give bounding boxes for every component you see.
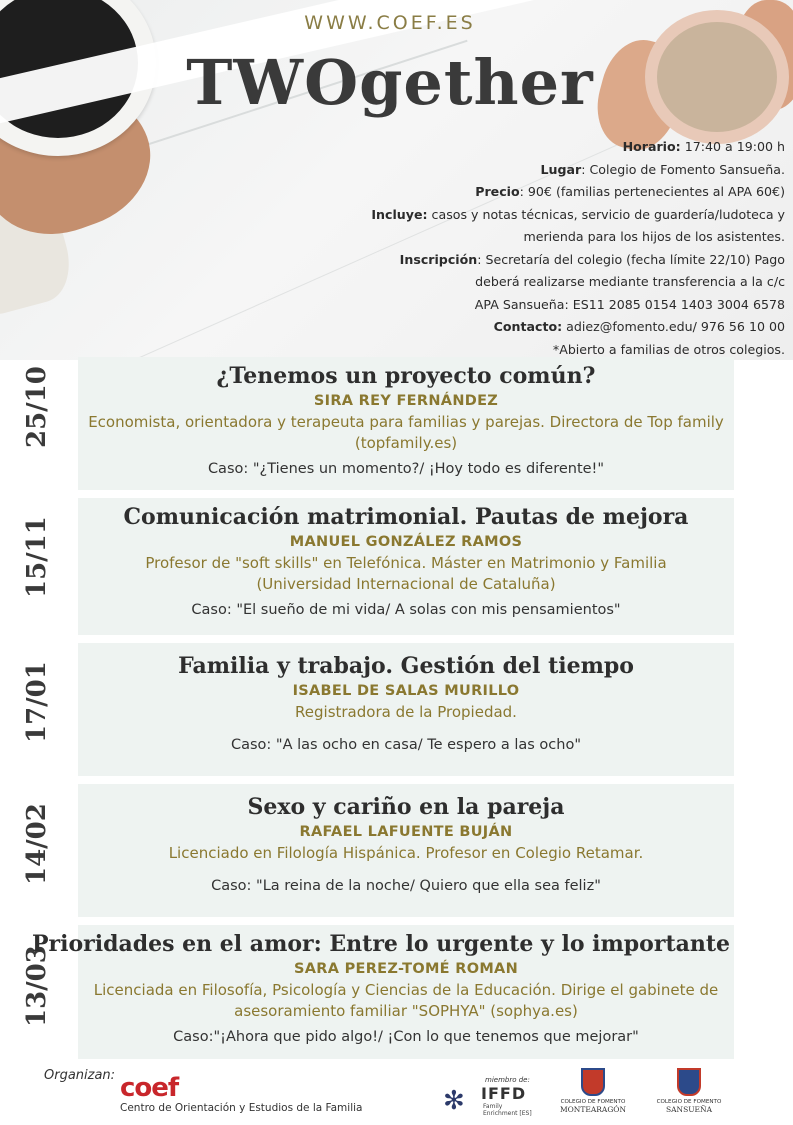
sansuena-logo: COLEGIO DE FOMENTO SANSUEÑA bbox=[652, 1068, 726, 1114]
session-date: 25/10 bbox=[22, 366, 52, 448]
session-speaker: ISABEL DE SALAS MURILLO bbox=[292, 683, 520, 699]
session-case: Caso: "¿Tienes un momento?/ ¡Hoy todo es diferente!" bbox=[207, 461, 605, 477]
info-inscripcion: Inscripción: Secretaría del colegio (fecha límite 22/10) Pago bbox=[399, 251, 785, 267]
session-speaker: MANUEL GONZÁLEZ RAMOS bbox=[289, 534, 523, 550]
coef-tagline: Centro de Orientación y Estudios de la Familia bbox=[120, 1102, 363, 1114]
session-date: 13/03 bbox=[22, 945, 52, 1027]
info-iban: APA Sansueña: ES11 2085 0154 1403 3004 6578 bbox=[474, 296, 785, 312]
session-card bbox=[78, 643, 734, 776]
session-date: 17/01 bbox=[22, 661, 52, 743]
session-title: Sexo y cariño en la pareja bbox=[247, 794, 565, 820]
info-horario: Horario: 17:40 a 19:00 h bbox=[622, 139, 785, 154]
session-card bbox=[78, 498, 734, 635]
session-title: ¿Tenemos un proyecto común? bbox=[216, 363, 596, 389]
session-case: Caso: "La reina de la noche/ Quiero que ella sea feliz" bbox=[211, 878, 601, 894]
shield-icon bbox=[581, 1068, 605, 1096]
shield-icon bbox=[677, 1068, 701, 1096]
session-case: Caso: "El sueño de mi vida/ A solas con mis pensamientos" bbox=[191, 602, 621, 618]
session-title: Familia y trabajo. Gestión del tiempo bbox=[178, 653, 634, 679]
session-speaker: RAFAEL LAFUENTE BUJÁN bbox=[299, 824, 513, 840]
montearagon-logo: COLEGIO DE FOMENTO MONTEARAGÓN bbox=[556, 1068, 630, 1114]
info-note: *Abierto a familias de otros colegios. bbox=[552, 341, 785, 357]
session-description: Economista, orientadora y terapeuta para familias y parejas. Directora de Top family (topfamily.es) bbox=[88, 413, 724, 452]
info-lugar: Lugar: Colegio de Fomento Sansueña. bbox=[540, 161, 785, 177]
session-card bbox=[78, 357, 734, 490]
info-inscripcion-cont: deberá realizarse mediante transferencia a la c/c bbox=[475, 274, 785, 289]
session-case: Caso: "A las ocho en casa/ Te espero a las ocho" bbox=[230, 737, 582, 753]
session-date: 15/11 bbox=[22, 516, 52, 598]
session-description: Profesor de "soft skills" en Telefónica. Máster en Matrimonio y Familia (Universidad Internacional de Cataluña) bbox=[145, 554, 667, 593]
session-case: Caso:"¡Ahora que pido algo!/ ¡Con lo que tenemos que mejorar" bbox=[173, 1029, 639, 1045]
session-speaker: SIRA REY FERNÁNDEZ bbox=[313, 393, 499, 409]
session-description: Licenciado en Filología Hispánica. Profesor en Colegio Retamar. bbox=[168, 844, 644, 862]
iffd-logo: ✻ miembro de: IFFD Family Enrichment [ES] bbox=[443, 1076, 532, 1117]
website-link[interactable]: WWW.COEF.ES bbox=[304, 12, 476, 34]
session-speaker: SARA PEREZ-TOMÉ ROMAN bbox=[293, 961, 519, 977]
session-description: Licenciada en Filosofía, Psicología y Ciencias de la Educación. Dirige el gabinete de asesoramiento familiar "SOPHYA" (sophya.es) bbox=[93, 981, 719, 1020]
leaf-icon: ✻ bbox=[443, 1086, 465, 1116]
info-incluye-cont: merienda para los hijos de los asistentes. bbox=[523, 229, 785, 244]
info-incluye: Incluye: casos y notas técnicas, servicio de guardería/ludoteca y bbox=[371, 206, 785, 222]
session-date: 14/02 bbox=[22, 803, 52, 885]
session-description: Registradora de la Propiedad. bbox=[295, 703, 517, 721]
session-title: Prioridades en el amor: Entre lo urgente y lo importante bbox=[31, 931, 731, 957]
session-card bbox=[78, 784, 734, 917]
page-title: TWOgether bbox=[186, 46, 594, 119]
session-title: Comunicación matrimonial. Pautas de mejora bbox=[123, 504, 689, 530]
event-info bbox=[305, 136, 785, 361]
coef-logo: coef bbox=[120, 1073, 179, 1103]
info-contacto: Contacto: adiez@fomento.edu/ 976 56 10 00 bbox=[493, 319, 785, 334]
info-precio: Precio: 90€ (familias pertenecientes al APA 60€) bbox=[475, 184, 785, 199]
organizers-label: Organizan: bbox=[44, 1068, 116, 1083]
